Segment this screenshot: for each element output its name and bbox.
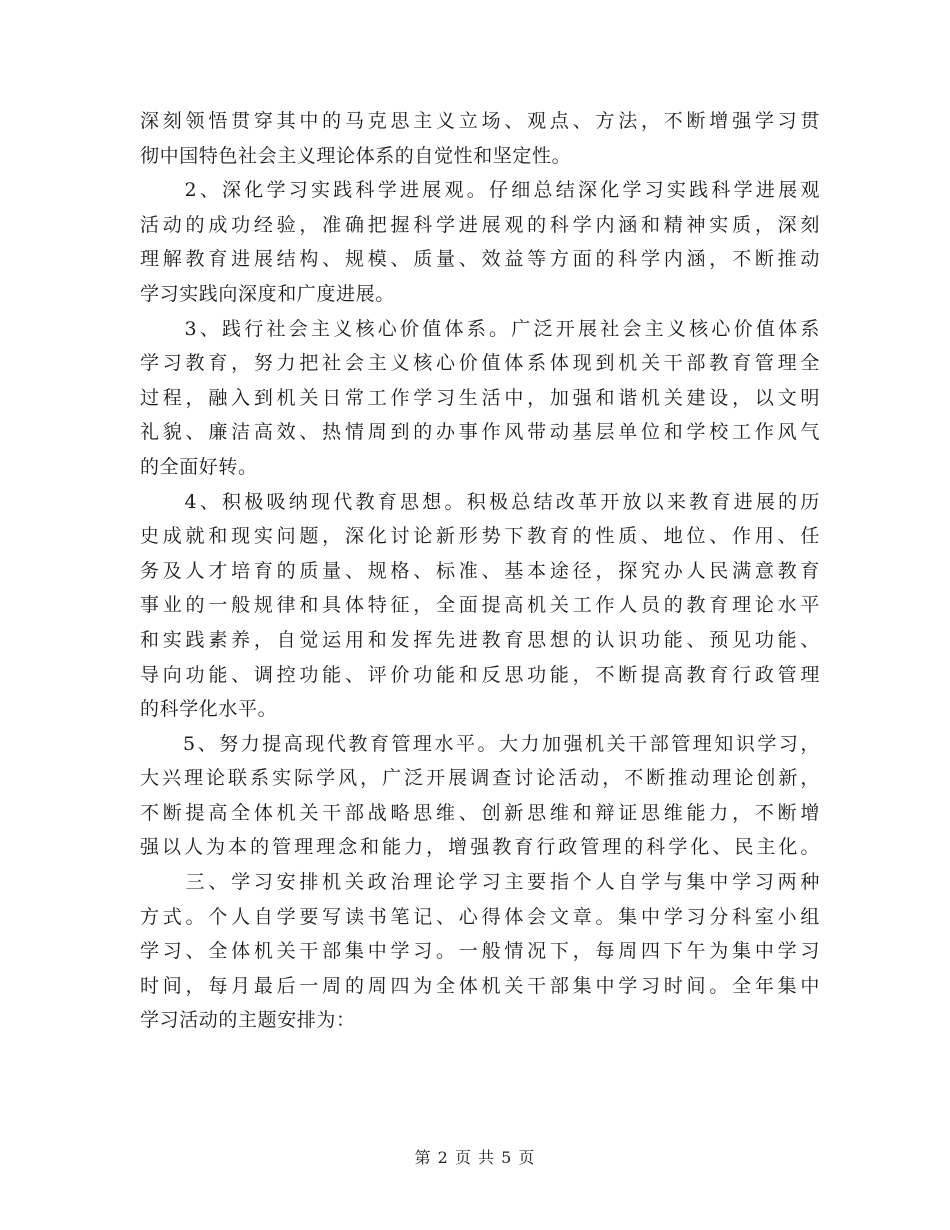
text-line: 礼貌、廉洁高效、热情周到的办事作风带动基层单位和学校工作风气 <box>140 421 820 444</box>
text-line: 4、积极吸纳现代教育思想。积极总结改革开放以来教育进展的历 <box>140 490 820 513</box>
text-line: 彻中国特色社会主义理论体系的自觉性和坚定性。 <box>140 144 572 167</box>
text-line: 务及人才培育的质量、规格、标准、基本途径，探究办人民满意教育 <box>140 559 820 582</box>
text-line: 学习教育，努力把社会主义核心价值体系体现到机关干部教育管理全 <box>140 352 820 375</box>
document-body <box>140 104 820 1038</box>
text-line: 时间，每月最后一周的周四为全体机关干部集中学习时间。全年集中 <box>140 974 820 997</box>
text-line: 的科学化水平。 <box>140 698 278 721</box>
text-line: 强以人为本的管理理念和能力，增强教育行政管理的科学化、民主化。 <box>140 836 820 859</box>
text-line: 大兴理论联系实际学风，广泛开展调查讨论活动，不断推动理论创新， <box>140 767 820 790</box>
text-line: 2、深化学习实践科学进展观。仔细总结深化学习实践科学进展观 <box>140 179 820 202</box>
text-line: 导向功能、调控功能、评价功能和反思功能，不断提高教育行政管理 <box>140 663 820 686</box>
text-line: 理解教育进展结构、规模、质量、效益等方面的科学内涵，不断推动 <box>140 248 820 271</box>
text-line: 史成就和现实问题，深化讨论新形势下教育的性质、地位、作用、任 <box>140 525 820 548</box>
text-line: 深刻领悟贯穿其中的马克思主义立场、观点、方法，不断增强学习贯 <box>140 110 820 132</box>
text-line: 5、努力提高现代教育管理水平。大力加强机关干部管理知识学习， <box>140 732 820 755</box>
text-line: 的全面好转。 <box>140 455 258 478</box>
page-footer: 第 2 页 共 5 页 <box>414 1148 536 1167</box>
text-line: 3、践行社会主义核心价值体系。广泛开展社会主义核心价值体系 <box>140 317 820 340</box>
text-line: 活动的成功经验，准确把握科学进展观的科学内涵和精神实质，深刻 <box>140 213 820 236</box>
text-line: 学习实践向深度和广度进展。 <box>140 282 395 305</box>
text-line: 学习活动的主题安排为： <box>140 1009 356 1032</box>
text-line: 方式。个人自学要写读书笔记、心得体会文章。集中学习分科室小组 <box>140 905 820 928</box>
text-line: 事业的一般规律和具体特征，全面提高机关工作人员的教育理论水平 <box>140 594 820 617</box>
text-line: 和实践素养，自觉运用和发挥先进教育思想的认识功能、预见功能、 <box>140 628 820 651</box>
text-line: 不断提高全体机关干部战略思维、创新思维和辩证思维能力，不断增 <box>140 801 820 824</box>
text-line: 学习、全体机关干部集中学习。一般情况下，每周四下午为集中学习 <box>140 940 820 963</box>
text-line: 过程，融入到机关日常工作学习生活中，加强和谐机关建设，以文明 <box>140 386 820 409</box>
text-line: 三、学习安排机关政治理论学习主要指个人自学与集中学习两种 <box>140 871 820 894</box>
